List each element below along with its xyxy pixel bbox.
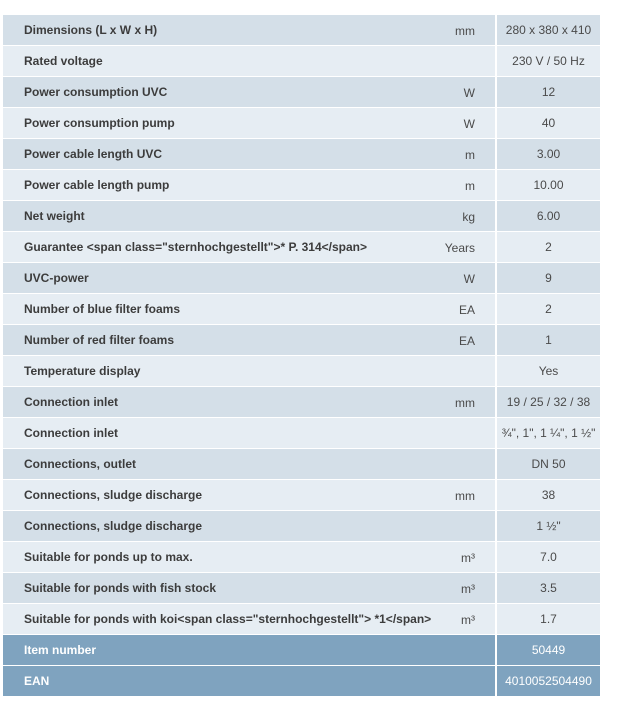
spec-rows bbox=[3, 15, 600, 635]
spec-label-text: Suitable for ponds with koi<span class="sternhochgestellt"> *1</span> bbox=[24, 612, 432, 626]
spec-value: 40 bbox=[495, 108, 600, 139]
spec-label bbox=[3, 542, 495, 573]
spec-label-text: Rated voltage bbox=[24, 54, 103, 68]
spec-label-text: Number of blue filter foams bbox=[24, 302, 181, 316]
spec-label bbox=[3, 604, 495, 635]
spec-value: 3.5 bbox=[495, 573, 600, 604]
spec-row bbox=[3, 232, 600, 263]
spec-row bbox=[3, 46, 600, 77]
spec-row bbox=[3, 139, 600, 170]
spec-label bbox=[3, 480, 495, 511]
spec-unit: mm bbox=[455, 23, 475, 38]
spec-label bbox=[3, 263, 495, 294]
spec-label-text: Power consumption UVC bbox=[24, 85, 168, 99]
identifier-row bbox=[3, 666, 600, 697]
spec-label bbox=[3, 325, 495, 356]
spec-value: 12 bbox=[495, 77, 600, 108]
spec-label bbox=[3, 387, 495, 418]
spec-value: 2 bbox=[495, 294, 600, 325]
spec-row bbox=[3, 449, 600, 480]
spec-value: 7.0 bbox=[495, 542, 600, 573]
spec-row bbox=[3, 263, 600, 294]
identifier-value: 4010052504490 bbox=[495, 666, 600, 697]
product-spec-table bbox=[3, 15, 600, 697]
spec-label-text: Power cable length pump bbox=[24, 178, 170, 192]
spec-label-text: Connections, sludge discharge bbox=[24, 519, 203, 533]
spec-row bbox=[3, 77, 600, 108]
spec-row bbox=[3, 604, 600, 635]
spec-unit: m bbox=[465, 147, 475, 162]
spec-label-text: Net weight bbox=[24, 209, 85, 223]
spec-value: 1.7 bbox=[495, 604, 600, 635]
spec-label bbox=[3, 418, 495, 449]
spec-label-text: Guarantee <span class="sternhochgestellt">* P. 314</span> bbox=[24, 240, 367, 254]
identifier-row bbox=[3, 635, 600, 666]
spec-unit: W bbox=[463, 271, 475, 286]
identifier-rows bbox=[3, 635, 600, 697]
spec-row bbox=[3, 542, 600, 573]
spec-label-text: Suitable for ponds with fish stock bbox=[24, 581, 217, 595]
spec-row bbox=[3, 15, 600, 46]
spec-unit: m bbox=[465, 178, 475, 193]
spec-label bbox=[3, 139, 495, 170]
spec-row bbox=[3, 325, 600, 356]
spec-unit: W bbox=[463, 85, 475, 100]
spec-label bbox=[3, 449, 495, 480]
spec-row bbox=[3, 108, 600, 139]
spec-label-text: Connection inlet bbox=[24, 395, 118, 409]
spec-row bbox=[3, 294, 600, 325]
spec-row bbox=[3, 480, 600, 511]
spec-label bbox=[3, 170, 495, 201]
spec-label-text: Connection inlet bbox=[24, 426, 118, 440]
spec-unit: Years bbox=[444, 240, 475, 255]
spec-label-text: Number of red filter foams bbox=[24, 333, 175, 347]
spec-label bbox=[3, 511, 495, 542]
spec-label bbox=[3, 108, 495, 139]
spec-value: 1 bbox=[495, 325, 600, 356]
spec-unit: EA bbox=[458, 302, 475, 317]
spec-row bbox=[3, 418, 600, 449]
spec-label-text: Power consumption pump bbox=[24, 116, 175, 130]
spec-value: Yes bbox=[495, 356, 600, 387]
identifier-label: Item number bbox=[3, 635, 495, 666]
spec-label-text: Temperature display bbox=[24, 364, 141, 378]
identifier-label: EAN bbox=[3, 666, 495, 697]
spec-label bbox=[3, 294, 495, 325]
spec-label bbox=[3, 356, 495, 387]
spec-value: 230 V / 50 Hz bbox=[495, 46, 600, 77]
spec-label-text: UVC-power bbox=[24, 271, 89, 285]
spec-label-text: Suitable for ponds up to max. bbox=[24, 550, 193, 564]
spec-row bbox=[3, 573, 600, 604]
spec-row bbox=[3, 170, 600, 201]
spec-label-text: Dimensions (L x W x H) bbox=[24, 23, 158, 37]
spec-unit: m³ bbox=[461, 550, 475, 565]
spec-value: 2 bbox=[495, 232, 600, 263]
spec-unit: mm bbox=[455, 488, 475, 503]
spec-unit: mm bbox=[455, 395, 475, 410]
spec-label-text: Power cable length UVC bbox=[24, 147, 163, 161]
spec-label bbox=[3, 15, 495, 46]
spec-unit: W bbox=[463, 116, 475, 131]
spec-row bbox=[3, 356, 600, 387]
spec-value: 3.00 bbox=[495, 139, 600, 170]
spec-row bbox=[3, 387, 600, 418]
spec-label bbox=[3, 232, 495, 263]
spec-label bbox=[3, 201, 495, 232]
spec-value: 10.00 bbox=[495, 170, 600, 201]
spec-value: DN 50 bbox=[495, 449, 600, 480]
spec-value: ¾", 1", 1 ¼", 1 ½" bbox=[495, 418, 600, 449]
spec-value: 19 / 25 / 32 / 38 bbox=[495, 387, 600, 418]
spec-unit: m³ bbox=[461, 581, 475, 596]
spec-unit: kg bbox=[462, 209, 475, 224]
spec-row bbox=[3, 511, 600, 542]
spec-value: 38 bbox=[495, 480, 600, 511]
spec-unit: EA bbox=[458, 333, 475, 348]
spec-row bbox=[3, 201, 600, 232]
spec-label-text: Connections, sludge discharge bbox=[24, 488, 203, 502]
spec-unit: m³ bbox=[461, 612, 475, 627]
spec-value: 6.00 bbox=[495, 201, 600, 232]
spec-label-text: Connections, outlet bbox=[24, 457, 136, 471]
identifier-value: 50449 bbox=[495, 635, 600, 666]
spec-label bbox=[3, 77, 495, 108]
spec-label bbox=[3, 46, 495, 77]
spec-value: 280 x 380 x 410 bbox=[495, 15, 600, 46]
spec-value: 9 bbox=[495, 263, 600, 294]
spec-value: 1 ½" bbox=[495, 511, 600, 542]
spec-label bbox=[3, 573, 495, 604]
